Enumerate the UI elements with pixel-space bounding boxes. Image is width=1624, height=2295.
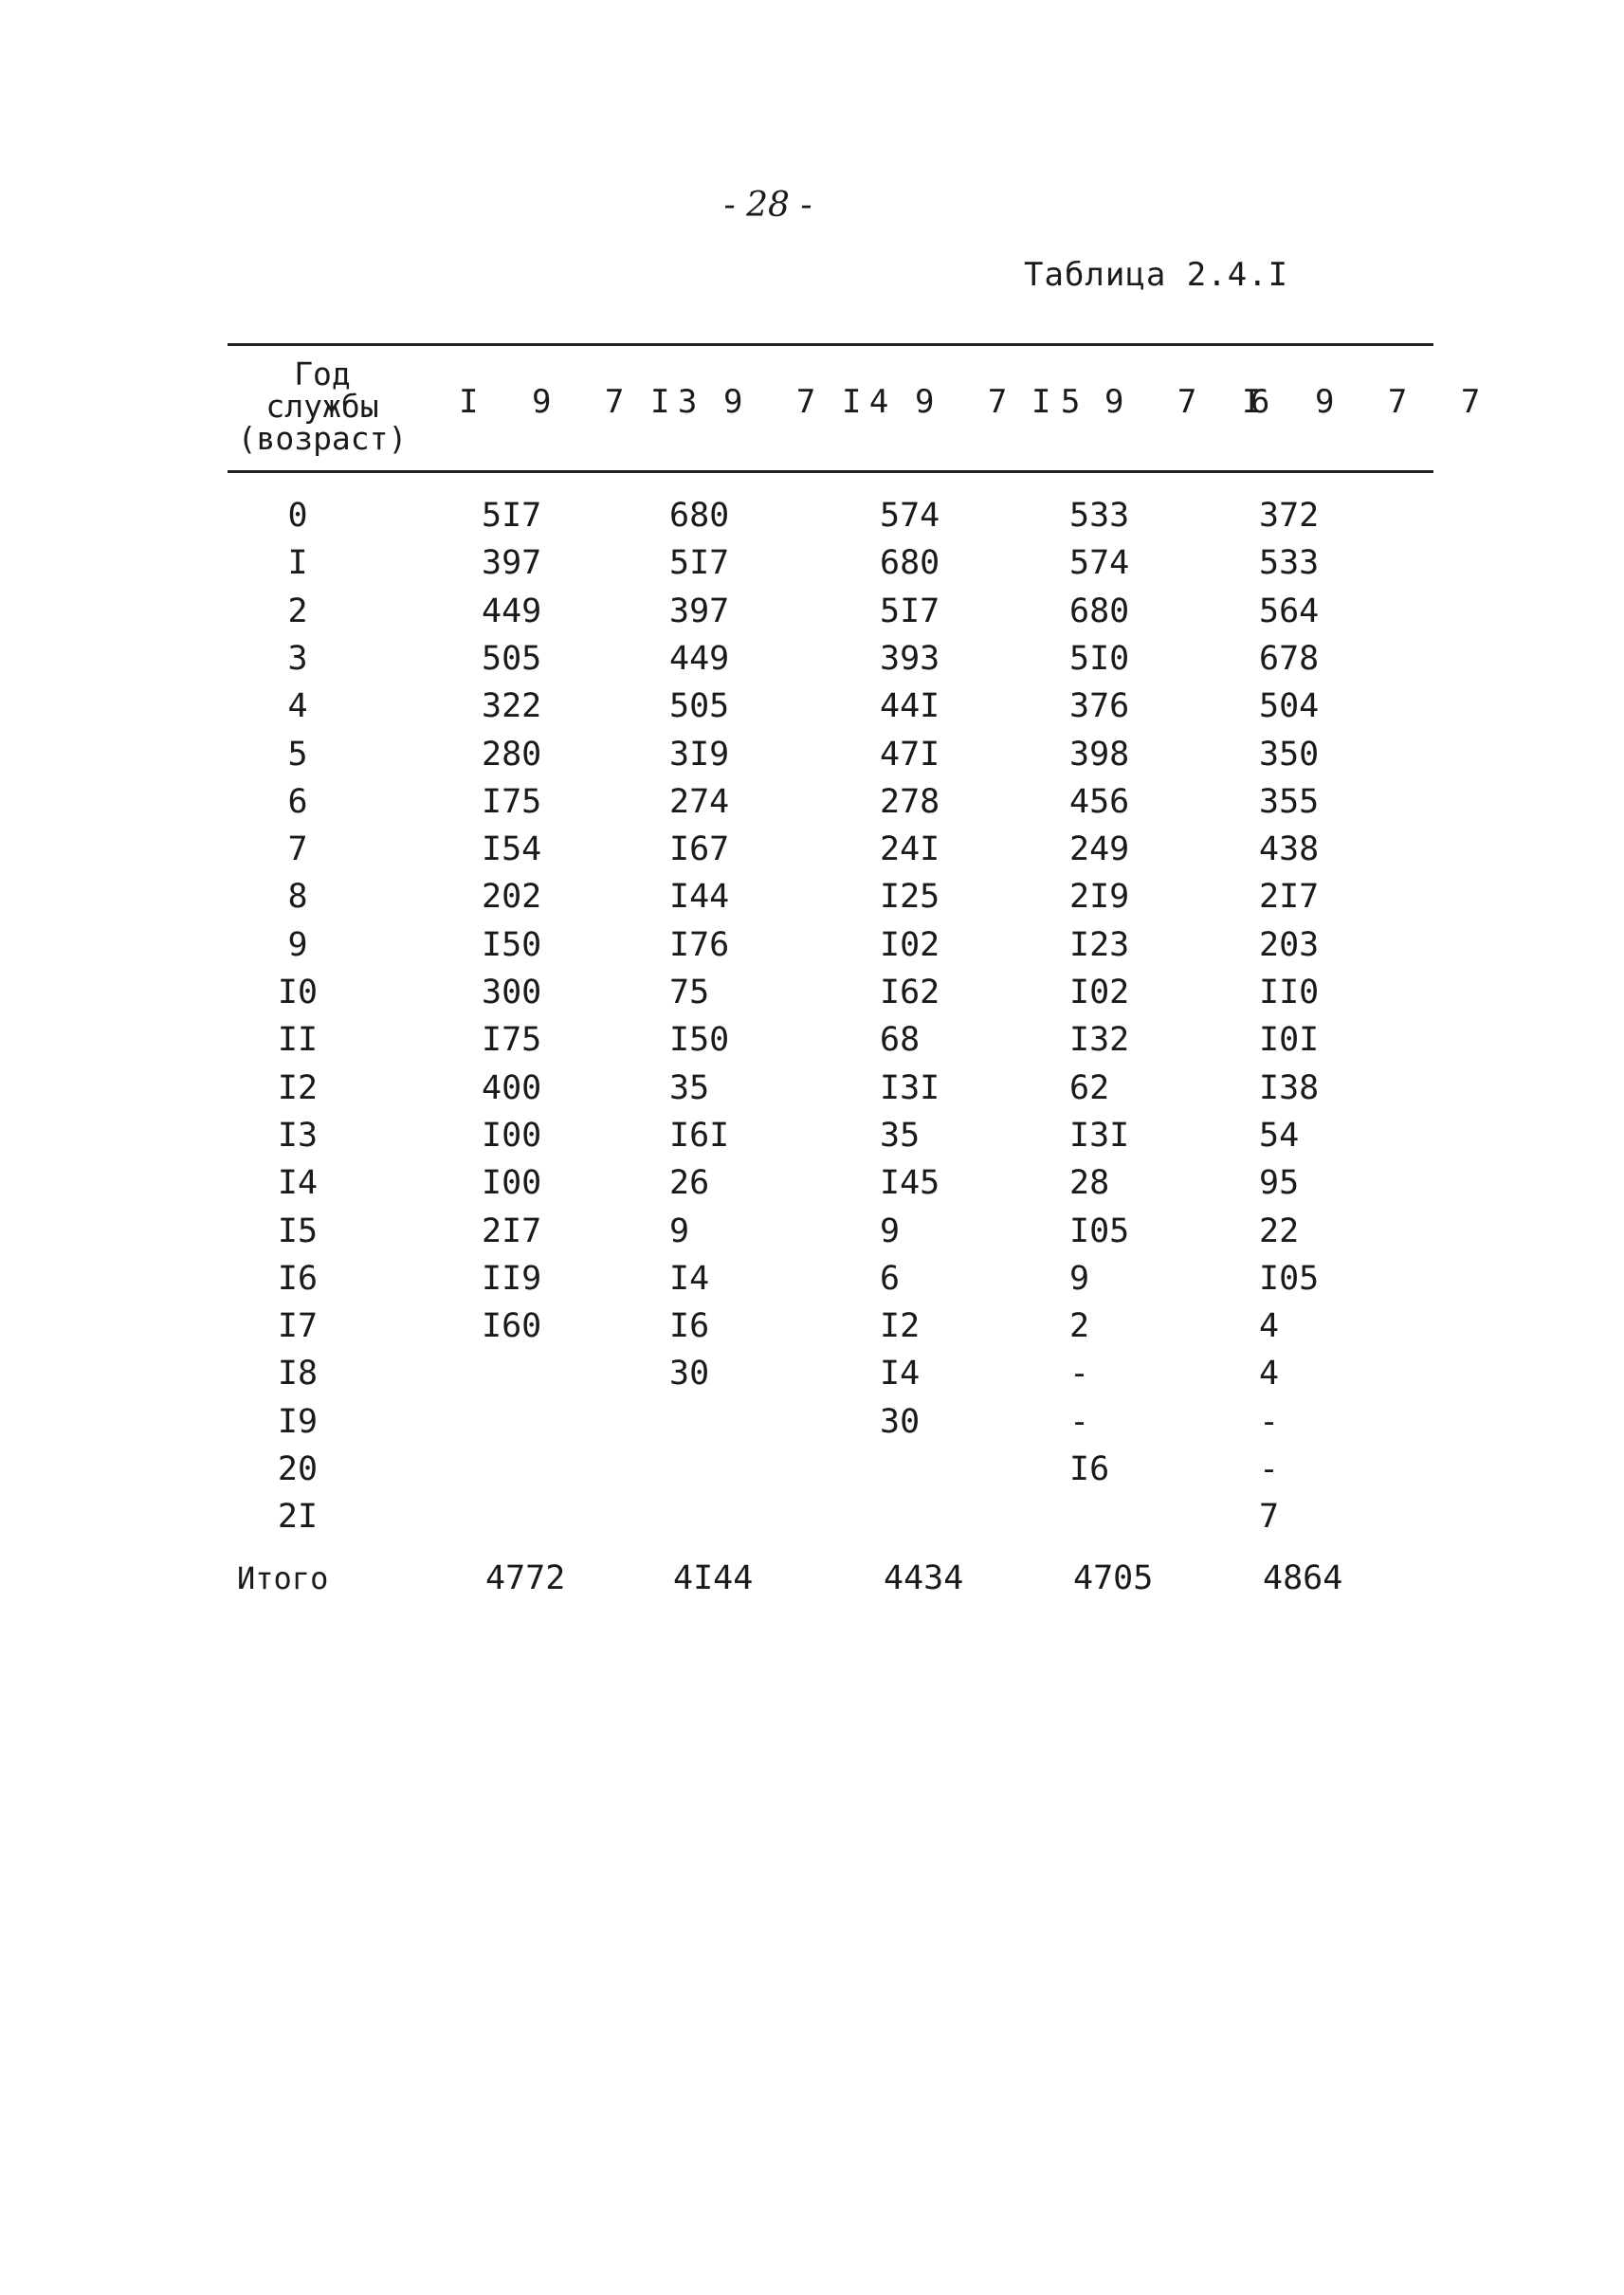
page-number: - 28 - bbox=[723, 186, 812, 225]
table-cell: I02 bbox=[880, 925, 940, 964]
table-cell: I4 bbox=[669, 1259, 710, 1298]
table-cell: 533 bbox=[1069, 497, 1130, 535]
table-cell: 7 bbox=[1259, 1498, 1280, 1537]
table-cell: 9 bbox=[880, 1211, 901, 1250]
table-cell: 2 bbox=[1069, 1307, 1090, 1346]
table-cell: I2 bbox=[880, 1307, 921, 1346]
table-cell: 564 bbox=[1259, 592, 1320, 630]
header-label bbox=[228, 355, 417, 457]
table-cell: I44 bbox=[669, 878, 730, 917]
row-age-label: 6 bbox=[287, 782, 308, 821]
total-value: 4864 bbox=[1263, 1558, 1343, 1597]
table-cell: 47I bbox=[880, 735, 940, 774]
table-cell: 9 bbox=[1069, 1259, 1090, 1298]
table-cell: I3I bbox=[880, 1068, 940, 1107]
table-cell: 678 bbox=[1259, 639, 1320, 678]
row-age-label: I3 bbox=[277, 1116, 319, 1155]
table-caption: Таблица 2.4.I bbox=[1024, 256, 1289, 294]
table-cell: - bbox=[1069, 1355, 1090, 1393]
table-cell: 6 bbox=[880, 1259, 901, 1298]
row-age-label: I2 bbox=[277, 1068, 319, 1107]
row-age-label: 20 bbox=[277, 1450, 319, 1488]
table-cell: 397 bbox=[669, 592, 730, 630]
table-cell: 5I7 bbox=[482, 497, 542, 535]
table-cell: 5I7 bbox=[669, 544, 730, 583]
row-age-label: 3 bbox=[287, 639, 308, 678]
row-age-label: 4 bbox=[287, 687, 308, 726]
table-cell: I0I bbox=[1259, 1021, 1320, 1060]
row-age-label: I8 bbox=[277, 1355, 319, 1393]
row-age-label: I4 bbox=[277, 1164, 319, 1203]
table-cell: 505 bbox=[482, 639, 542, 678]
table-cell: 4 bbox=[1259, 1355, 1280, 1393]
header-label-line-1: Год bbox=[294, 355, 351, 392]
table-cell: I00 bbox=[482, 1164, 542, 1203]
row-age-label: 8 bbox=[287, 878, 308, 917]
year-header-1973: I 9 7 3 bbox=[459, 383, 715, 421]
table-cell: I4 bbox=[880, 1355, 921, 1393]
table-cell: 449 bbox=[482, 592, 542, 630]
row-age-label: 9 bbox=[287, 925, 308, 964]
table-cell: I00 bbox=[482, 1116, 542, 1155]
row-age-label: 7 bbox=[287, 830, 308, 869]
table-cell: I02 bbox=[1069, 974, 1130, 1011]
table-cell: I75 bbox=[482, 1021, 542, 1060]
year-header-1976: I 9 7 6 bbox=[1031, 383, 1287, 421]
table-cell: I3I bbox=[1069, 1116, 1130, 1155]
table-cell: 75 bbox=[669, 974, 710, 1011]
table-cell: I54 bbox=[482, 830, 542, 869]
table-cell: 22 bbox=[1259, 1211, 1300, 1250]
table-cell: 505 bbox=[669, 687, 730, 726]
table-cell: I76 bbox=[669, 925, 730, 964]
table-cell: 9 bbox=[669, 1211, 690, 1250]
table-cell: I38 bbox=[1259, 1068, 1320, 1107]
table-cell: 5I0 bbox=[1069, 639, 1130, 678]
table-cell: 30 bbox=[669, 1355, 710, 1393]
table-cell: II0 bbox=[1259, 974, 1320, 1011]
table-cell: - bbox=[1259, 1450, 1280, 1488]
table-cell: 355 bbox=[1259, 782, 1320, 821]
table-cell: 5I7 bbox=[880, 592, 940, 630]
table-cell: 574 bbox=[1069, 544, 1130, 583]
total-value: 4705 bbox=[1073, 1558, 1154, 1597]
row-age-label: I0 bbox=[277, 974, 319, 1011]
table-cell: I50 bbox=[669, 1021, 730, 1060]
total-value: 4434 bbox=[884, 1558, 964, 1597]
table-cell: 574 bbox=[880, 497, 940, 535]
table-cell: 2I7 bbox=[1259, 878, 1320, 917]
table-cell: 54 bbox=[1259, 1116, 1300, 1155]
table-cell: 274 bbox=[669, 782, 730, 821]
table-cell: I50 bbox=[482, 925, 542, 964]
row-age-label: II bbox=[277, 1021, 319, 1060]
table-cell: II9 bbox=[482, 1259, 542, 1298]
header-label-line-2: службы bbox=[265, 388, 379, 425]
total-label: Итого bbox=[237, 1559, 329, 1596]
total-value: 4772 bbox=[485, 1558, 566, 1597]
row-age-label: 2I bbox=[277, 1498, 319, 1537]
table-cell: 35 bbox=[880, 1116, 921, 1155]
table-cell: - bbox=[1069, 1402, 1090, 1441]
table-cell: 680 bbox=[880, 544, 940, 583]
table-cell: 24I bbox=[880, 830, 940, 869]
table-cell: 400 bbox=[482, 1068, 542, 1107]
table-cell: 3I9 bbox=[669, 735, 730, 774]
row-age-label: I7 bbox=[277, 1307, 319, 1346]
row-age-label: I6 bbox=[277, 1259, 319, 1298]
table-cell: 300 bbox=[482, 974, 542, 1011]
table-cell: I62 bbox=[880, 974, 940, 1011]
table-cell: 350 bbox=[1259, 735, 1320, 774]
row-age-label: I5 bbox=[277, 1211, 319, 1250]
table-cell: I45 bbox=[880, 1164, 940, 1203]
table-cell: I32 bbox=[1069, 1021, 1130, 1060]
table-top-rule bbox=[228, 343, 1433, 346]
table-cell: 30 bbox=[880, 1402, 921, 1441]
table-cell: 372 bbox=[1259, 497, 1320, 535]
table-cell: I23 bbox=[1069, 925, 1130, 964]
table-cell: 2I7 bbox=[482, 1211, 542, 1250]
row-age-label: I9 bbox=[277, 1402, 319, 1441]
table-cell: 203 bbox=[1259, 925, 1320, 964]
table-cell: - bbox=[1259, 1402, 1280, 1441]
table-cell: 438 bbox=[1259, 830, 1320, 869]
row-age-label: 0 bbox=[287, 497, 308, 535]
table-cell: 4 bbox=[1259, 1307, 1280, 1346]
table-cell: 2I9 bbox=[1069, 878, 1130, 917]
year-header-1977: I 9 7 7 bbox=[1242, 383, 1498, 421]
row-age-label: I bbox=[287, 544, 308, 583]
table-cell: 280 bbox=[482, 735, 542, 774]
total-value: 4I44 bbox=[673, 1558, 754, 1597]
table-cell: I67 bbox=[669, 830, 730, 869]
table-cell: I6 bbox=[1069, 1450, 1110, 1488]
table-cell: 680 bbox=[669, 497, 730, 535]
row-age-label: 5 bbox=[287, 735, 308, 774]
table-cell: 322 bbox=[482, 687, 542, 726]
year-header-1975: I 9 7 5 bbox=[842, 383, 1098, 421]
table-cell: 44I bbox=[880, 687, 940, 726]
table-cell: 376 bbox=[1069, 687, 1130, 726]
table-cell: I6I bbox=[669, 1116, 730, 1155]
table-cell: I25 bbox=[880, 878, 940, 917]
table-cell: 449 bbox=[669, 639, 730, 678]
table-cell: 202 bbox=[482, 878, 542, 917]
table-cell: 393 bbox=[880, 639, 940, 678]
table-cell: 26 bbox=[669, 1164, 710, 1203]
table-cell: 456 bbox=[1069, 782, 1130, 821]
table-cell: 95 bbox=[1259, 1164, 1300, 1203]
row-age-label: 2 bbox=[287, 592, 308, 630]
table-cell: 504 bbox=[1259, 687, 1320, 726]
year-header-1974: I 9 7 4 bbox=[650, 383, 906, 421]
table-cell: I6 bbox=[669, 1307, 710, 1346]
table-cell: 249 bbox=[1069, 830, 1130, 869]
table-cell: 398 bbox=[1069, 735, 1130, 774]
table-cell: I05 bbox=[1069, 1211, 1130, 1250]
table-cell: 28 bbox=[1069, 1164, 1110, 1203]
table-cell: 62 bbox=[1069, 1068, 1110, 1107]
table-cell: I60 bbox=[482, 1307, 542, 1346]
table-cell: 680 bbox=[1069, 592, 1130, 630]
table-cell: 35 bbox=[669, 1068, 710, 1107]
table-cell: I75 bbox=[482, 782, 542, 821]
table-cell: I05 bbox=[1259, 1259, 1320, 1298]
table-cell: 533 bbox=[1259, 544, 1320, 583]
table-cell: 397 bbox=[482, 544, 542, 583]
table-cell: 68 bbox=[880, 1021, 921, 1060]
table-cell: 278 bbox=[880, 782, 940, 821]
header-label-line-3: (возраст) bbox=[237, 420, 408, 457]
table-header-rule bbox=[228, 470, 1433, 473]
